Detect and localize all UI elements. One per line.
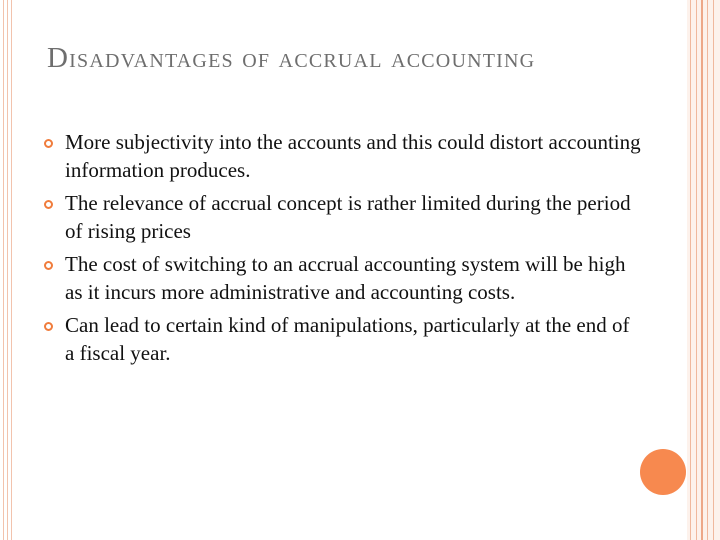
bullet-item [44,129,644,184]
bullet-circle-icon [44,322,53,331]
bullet-text: Can lead to certain kind of manipulations, particularly at the end of a fiscal year. [65,313,630,365]
bullet-item [44,251,644,306]
right-border-stripe [713,0,714,540]
bullet-list [44,129,644,373]
right-border-stripe [701,0,703,540]
right-decorative-panel [687,0,720,540]
right-border-stripe [696,0,697,540]
bullet-text: The relevance of accrual concept is rather limited during the period of rising prices [65,191,631,243]
bullet-circle-icon [44,200,53,209]
bullet-item [44,312,644,367]
right-border-stripe [707,0,708,540]
slide-title: Disadvantages of accrual accounting [47,42,536,74]
bullet-circle-icon [44,139,53,148]
left-border-stripe [7,0,8,540]
bullet-item [44,190,644,245]
bullet-text: More subjectivity into the accounts and this could distort accounting information produces. [65,130,641,182]
left-border-stripe [3,0,4,540]
bullet-text: The cost of switching to an accrual accounting system will be high as it incurs more administrative and accounting costs. [65,252,626,304]
left-border-stripe [11,0,12,540]
right-border-stripe [690,0,691,540]
decorative-circle [640,449,686,495]
bullet-circle-icon [44,261,53,270]
